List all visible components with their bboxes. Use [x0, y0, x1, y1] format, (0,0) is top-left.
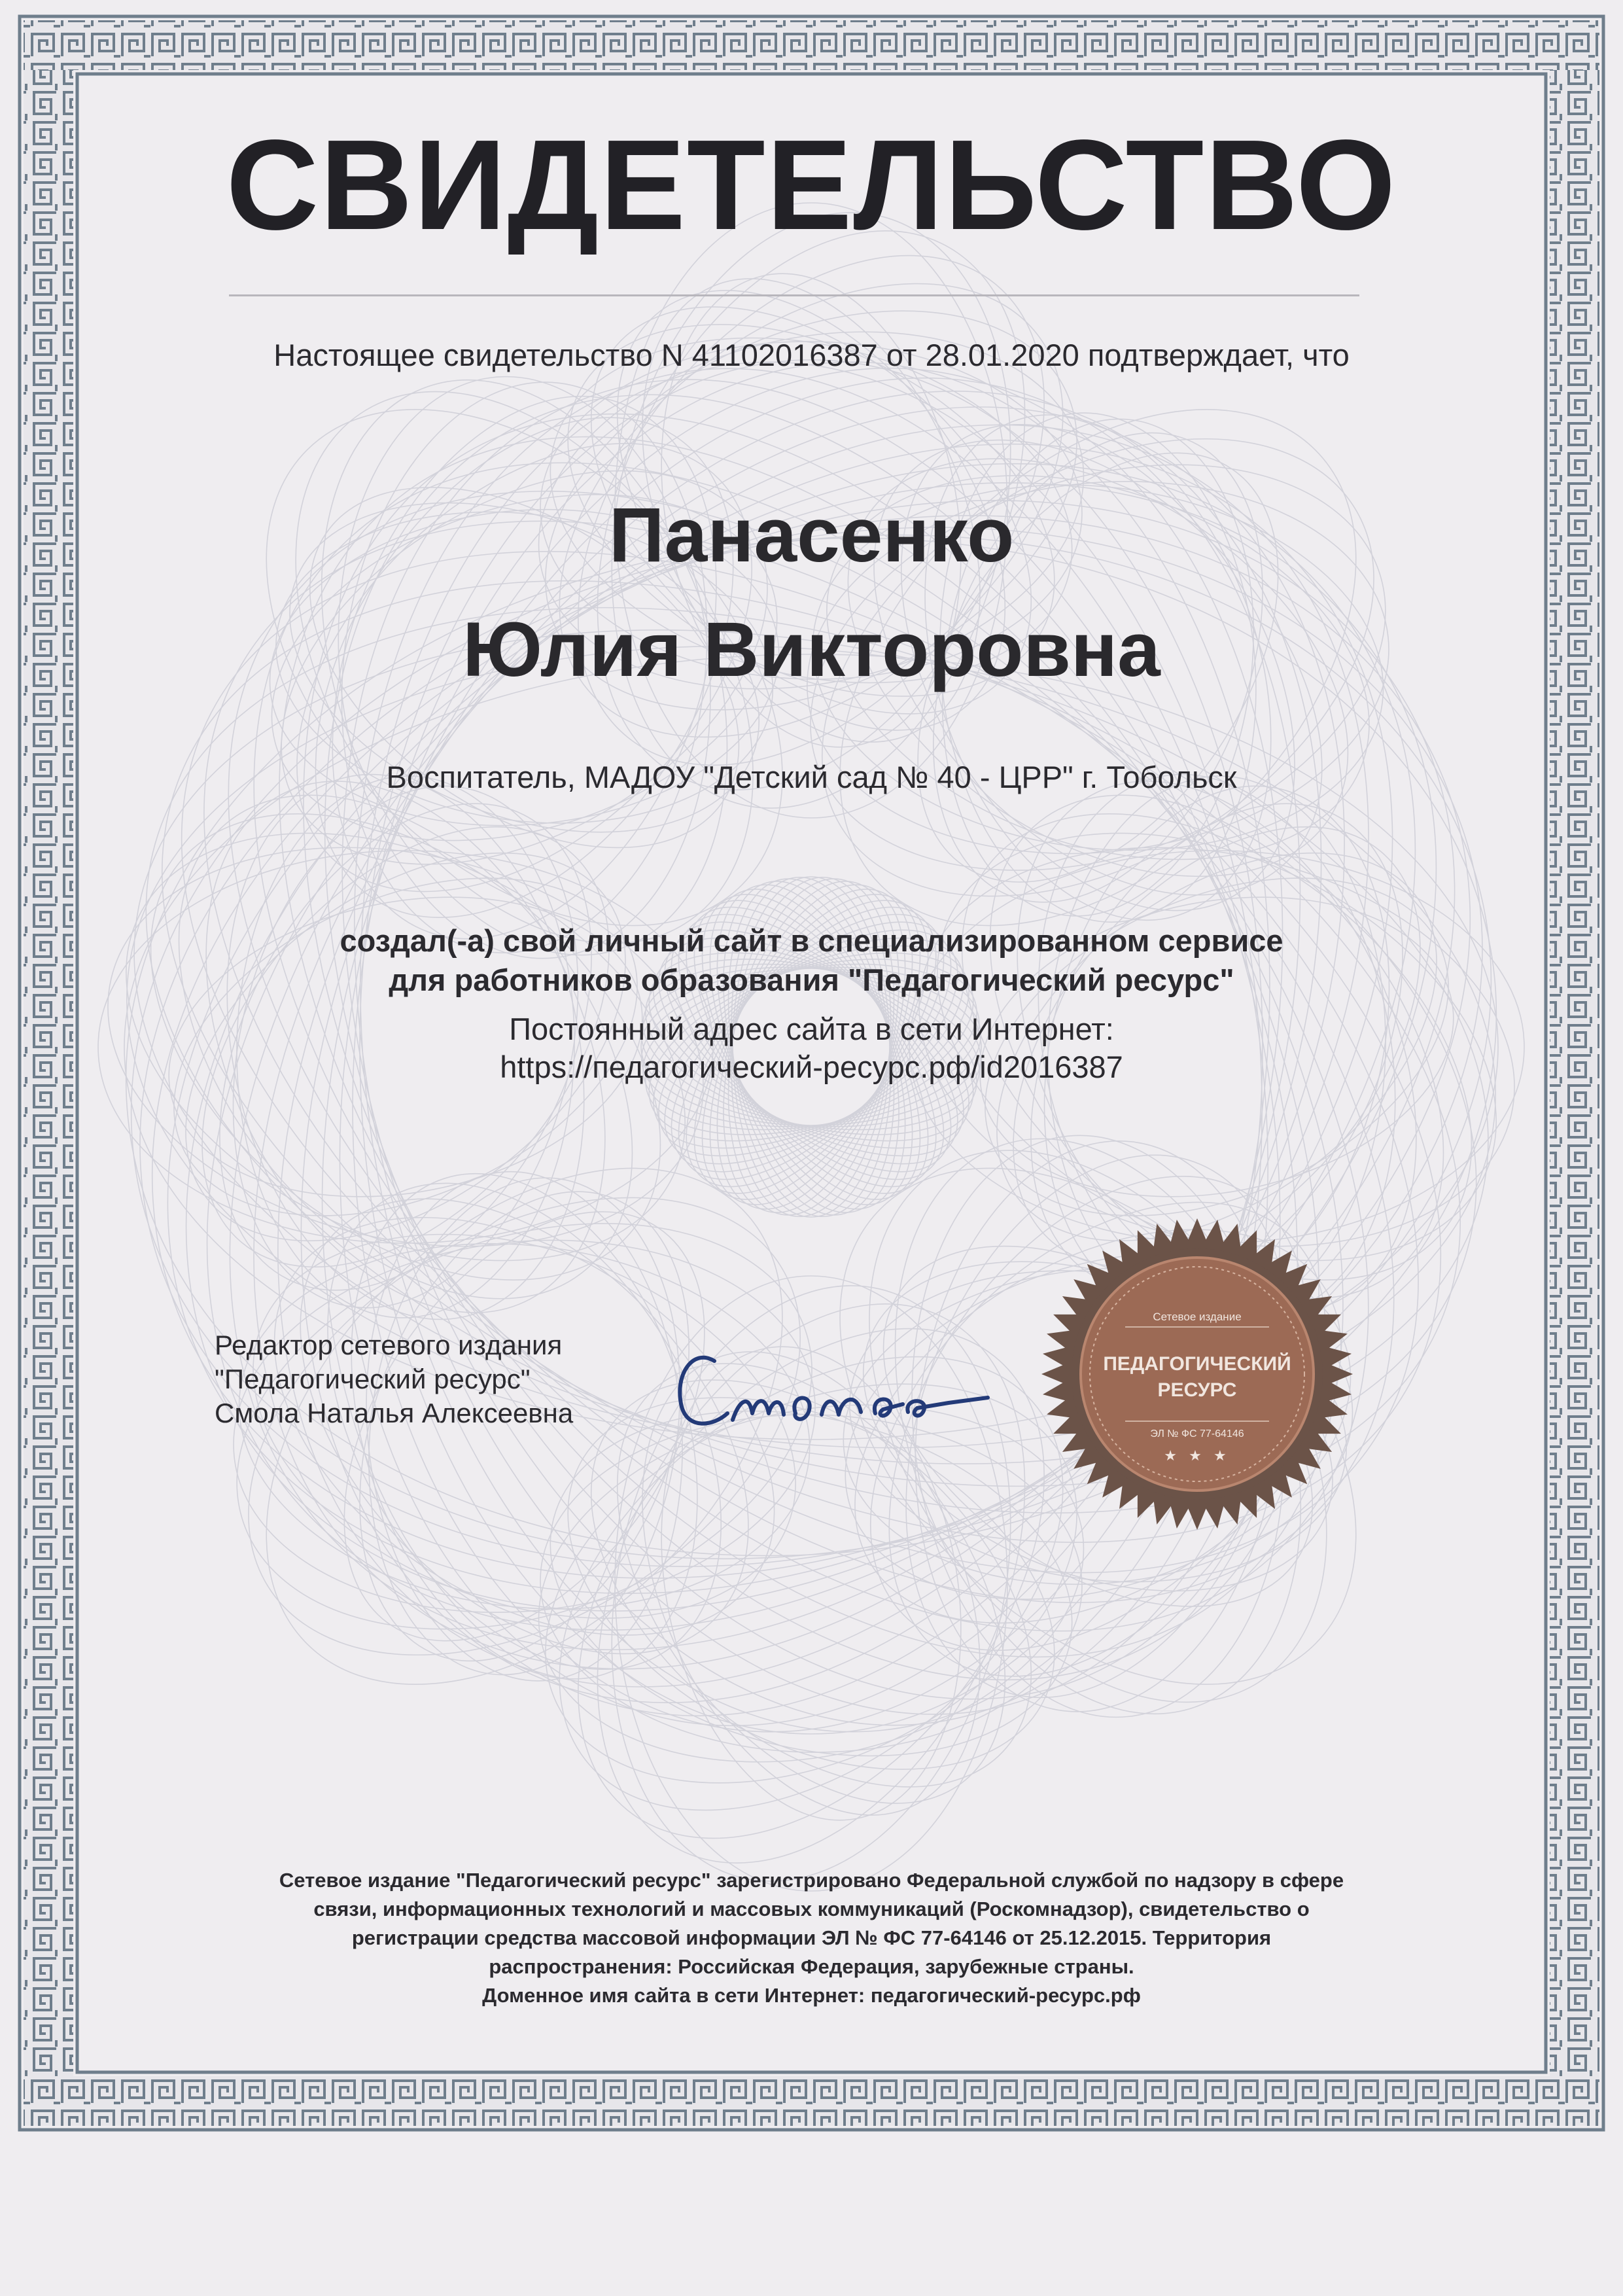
editor-signature — [667, 1322, 1007, 1453]
editor-line-3: Смола Наталья Алексеевна — [215, 1398, 574, 1428]
certificate-title: СВИДЕТЕЛЬСТВО — [226, 113, 1397, 256]
seal-title-line-2: РЕСУРС — [1157, 1379, 1237, 1401]
footer-line-3: регистрации средства массовой информации ЭЛ № ФС 77-64146 от 25.12.2015. Территория — [351, 1926, 1272, 1949]
registration-footer — [196, 1866, 1427, 2010]
recipient-given-names: Юлия Викторовна — [462, 607, 1161, 693]
footer-line-1: Сетевое издание "Педагогический ресурс" зарегистрировано Федеральной службой по надзору в сфере — [279, 1869, 1344, 1892]
editor-line-1: Редактор сетевого издания — [215, 1330, 563, 1360]
recipient-surname: Панасенко — [608, 492, 1015, 578]
seal-registration: ЭЛ № ФС 77-64146 — [1150, 1428, 1244, 1439]
achievement-line-1: создал(-а) свой личный сайт в специализированном сервисе — [340, 923, 1283, 958]
seal-label: Сетевое издание — [1153, 1311, 1242, 1323]
footer-line-5: Доменное имя сайта в сети Интернет: педагогический-ресурс.рф — [482, 1984, 1141, 2007]
editor-block — [215, 1328, 573, 1430]
seal-title-line-1: ПЕДАГОГИЧЕСКИЙ — [1103, 1353, 1291, 1375]
recipient-position: Воспитатель, МАДОУ "Детский сад № 40 - ЦРР" г. Тобольск — [386, 760, 1237, 794]
site-address-url: https://педагогический-ресурс.рф/id2016387 — [500, 1050, 1123, 1084]
seal-stars: ★ ★ ★ — [1164, 1447, 1230, 1464]
title-divider — [229, 294, 1359, 296]
footer-line-2: связи, информационных технологий и массовых коммуникаций (Роскомнадзор), свидетельство о — [313, 1898, 1310, 1920]
editor-line-2: "Педагогический ресурс" — [215, 1364, 531, 1394]
footer-line-4: распространения: Российская Федерация, зарубежные страны. — [489, 1955, 1134, 1978]
certificate-intro: Настоящее свидетельство N 41102016387 от 28.01.2020 подтверждает, что — [273, 338, 1350, 372]
site-address-label: Постоянный адрес сайта в сети Интернет: — [509, 1012, 1114, 1046]
achievement-line-2: для работников образования "Педагогический ресурс" — [389, 963, 1234, 997]
